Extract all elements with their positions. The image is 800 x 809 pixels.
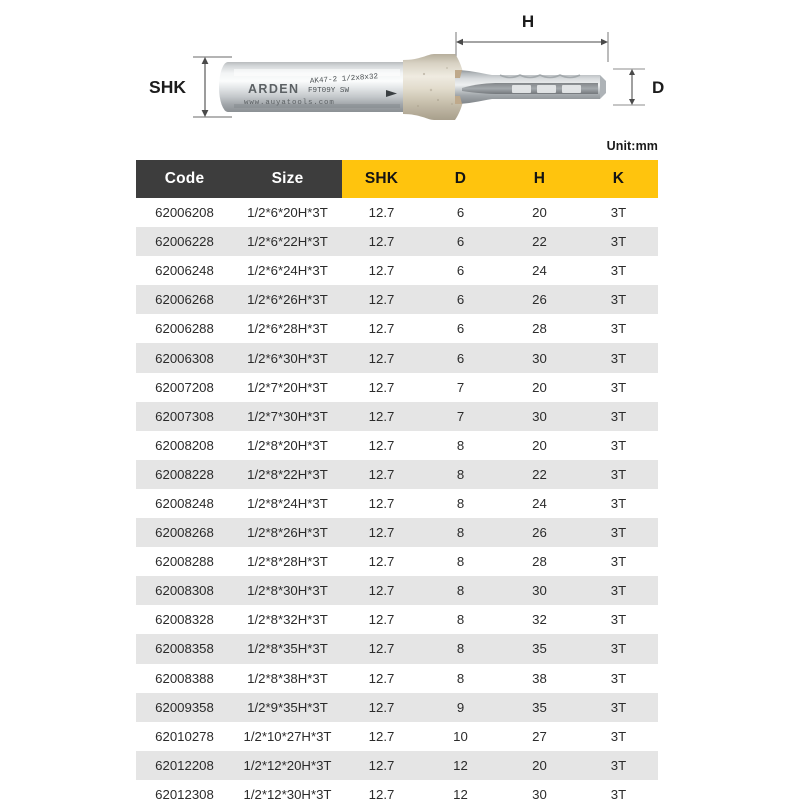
table-row (136, 518, 658, 547)
cell-k: 3T (610, 699, 627, 715)
cell-h: 20 (532, 757, 547, 773)
table-header (136, 160, 658, 198)
table-row (136, 431, 658, 460)
cell-size: 1/2*8*28H*3T (247, 554, 328, 570)
h-dimension (456, 32, 608, 62)
cell-k: 3T (610, 205, 627, 221)
cell-h: 38 (532, 670, 547, 686)
table-row (136, 722, 658, 751)
cell-h: 28 (532, 321, 547, 337)
cell-code: 62008388 (155, 670, 214, 686)
cell-h: 22 (532, 234, 547, 250)
cell-d: 8 (456, 670, 465, 686)
cell-code: 62006268 (155, 292, 214, 308)
cell-size: 1/2*6*22H*3T (247, 234, 328, 250)
cell-code: 62006228 (155, 234, 214, 250)
cell-k: 3T (610, 612, 627, 628)
table-row (136, 460, 658, 489)
column-header-code: Code (136, 160, 233, 198)
table-row (136, 373, 658, 402)
cell-size: 1/2*8*35H*3T (247, 641, 328, 657)
cell-code: 62006248 (155, 263, 214, 279)
cell-code: 62008208 (155, 437, 214, 453)
cell-size: 1/2*6*28H*3T (247, 321, 328, 337)
cell-code: 62009358 (155, 699, 214, 715)
cell-k: 3T (610, 321, 627, 337)
d-dimension (613, 69, 645, 105)
column-header-shk: SHK (342, 160, 421, 198)
cell-size: 1/2*8*20H*3T (247, 437, 328, 453)
cell-k: 3T (610, 350, 627, 366)
cell-size: 1/2*8*30H*3T (247, 583, 328, 599)
cell-k: 3T (610, 670, 627, 686)
cell-h: 28 (532, 554, 547, 570)
cell-k: 3T (610, 234, 627, 250)
cell-size: 1/2*8*24H*3T (247, 495, 328, 511)
cell-d: 8 (456, 554, 465, 570)
table-row (136, 576, 658, 605)
cell-code: 62006208 (155, 205, 214, 221)
cell-h: 30 (532, 583, 547, 599)
table-row (136, 343, 658, 372)
cell-k: 3T (610, 466, 627, 482)
table-row (136, 285, 658, 314)
cell-k: 3T (610, 786, 627, 802)
cell-size: 1/2*8*32H*3T (247, 612, 328, 628)
cell-d: 6 (456, 234, 465, 250)
cell-code: 62008228 (155, 466, 214, 482)
cell-d: 8 (456, 583, 465, 599)
cell-d: 10 (453, 728, 468, 744)
cell-h: 35 (532, 699, 547, 715)
table-row (136, 227, 658, 256)
cell-code: 62010278 (155, 728, 214, 744)
engraving-model: AK47-2 1/2x8x32 (309, 73, 379, 86)
cell-h: 22 (532, 466, 547, 482)
cell-size: 1/2*12*20H*3T (243, 757, 332, 773)
cell-size: 1/2*12*30H*3T (243, 786, 332, 802)
cell-size: 1/2*6*26H*3T (247, 292, 328, 308)
cell-d: 9 (456, 699, 465, 715)
cell-d: 8 (456, 495, 465, 511)
table-body (136, 198, 658, 809)
cell-code: 62006308 (155, 350, 214, 366)
column-header-d: D (421, 160, 500, 198)
table-row (136, 634, 658, 663)
h-label: H (521, 12, 535, 31)
cell-h: 26 (532, 525, 547, 541)
cell-shk: 12.7 (368, 321, 395, 337)
cell-shk: 12.7 (368, 292, 395, 308)
table-row (136, 314, 658, 343)
cell-h: 26 (532, 292, 547, 308)
table-row (136, 780, 658, 809)
table-row (136, 402, 658, 431)
table-row (136, 664, 658, 693)
cell-code: 62007208 (155, 379, 214, 395)
cell-d: 6 (456, 292, 465, 308)
cell-shk: 12.7 (368, 437, 395, 453)
cell-k: 3T (610, 379, 627, 395)
table-row (136, 256, 658, 285)
cell-code: 62008288 (155, 554, 214, 570)
cell-k: 3T (610, 495, 627, 511)
column-header-size: Size (233, 160, 342, 198)
cell-shk: 12.7 (368, 583, 395, 599)
cell-size: 1/2*8*22H*3T (247, 466, 328, 482)
cell-shk: 12.7 (368, 205, 395, 221)
cell-code: 62006288 (155, 321, 214, 337)
cell-d: 8 (456, 525, 465, 541)
cell-d: 12 (453, 757, 468, 773)
cell-h: 27 (532, 728, 547, 744)
cell-k: 3T (610, 408, 627, 424)
cell-h: 35 (532, 641, 547, 657)
column-header-h: H (500, 160, 579, 198)
cell-size: 1/2*9*35H*3T (247, 699, 328, 715)
cell-code: 62008268 (155, 525, 214, 541)
cell-d: 8 (456, 466, 465, 482)
cell-code: 62012208 (155, 757, 214, 773)
cell-k: 3T (610, 641, 627, 657)
cell-d: 6 (456, 263, 465, 279)
table-row (136, 605, 658, 634)
cell-k: 3T (610, 757, 627, 773)
d-label: D (652, 78, 665, 97)
table-row (136, 198, 658, 227)
cell-shk: 12.7 (368, 495, 395, 511)
cell-d: 8 (456, 612, 465, 628)
cell-code: 62008308 (155, 583, 214, 599)
cell-shk: 12.7 (368, 234, 395, 250)
cell-shk: 12.7 (368, 525, 395, 541)
product-diagram (0, 0, 800, 140)
cell-size: 1/2*7*20H*3T (247, 379, 328, 395)
cell-k: 3T (610, 292, 627, 308)
cell-size: 1/2*6*30H*3T (247, 350, 328, 366)
cell-h: 24 (532, 263, 547, 279)
cell-shk: 12.7 (368, 350, 395, 366)
cell-d: 7 (456, 379, 465, 395)
cell-shk: 12.7 (368, 554, 395, 570)
cell-d: 6 (456, 205, 465, 221)
header-row (136, 160, 658, 198)
table-row (136, 547, 658, 576)
cell-d: 6 (456, 350, 465, 366)
cell-h: 20 (532, 437, 547, 453)
cell-k: 3T (610, 263, 627, 279)
table-row (136, 489, 658, 518)
cell-shk: 12.7 (368, 263, 395, 279)
cell-h: 20 (532, 379, 547, 395)
cell-h: 32 (532, 612, 547, 628)
cell-h: 20 (532, 205, 547, 221)
cell-code: 62008358 (155, 641, 214, 657)
engraving-brand: ARDEN (248, 82, 300, 96)
unit-note: Unit:mm (606, 139, 658, 153)
cell-shk: 12.7 (368, 728, 395, 744)
cell-d: 7 (456, 408, 465, 424)
cell-h: 30 (532, 350, 547, 366)
cell-size: 1/2*8*26H*3T (247, 525, 328, 541)
cell-d: 8 (456, 437, 465, 453)
shk-label: SHK (149, 77, 186, 97)
cell-h: 30 (532, 408, 547, 424)
cell-h: 24 (532, 495, 547, 511)
cell-shk: 12.7 (368, 670, 395, 686)
cell-k: 3T (610, 437, 627, 453)
cell-shk: 12.7 (368, 757, 395, 773)
cell-k: 3T (610, 728, 627, 744)
cell-size: 1/2*6*20H*3T (247, 205, 328, 221)
cell-k: 3T (610, 525, 627, 541)
cell-shk: 12.7 (368, 699, 395, 715)
cell-code: 62007308 (155, 408, 214, 424)
cell-k: 3T (610, 554, 627, 570)
cell-code: 62012308 (155, 786, 214, 802)
cell-shk: 12.7 (368, 466, 395, 482)
engraving-batch: F9T09Y SW (308, 87, 350, 95)
column-header-k: K (579, 160, 658, 198)
cell-d: 8 (456, 641, 465, 657)
cell-size: 1/2*6*24H*3T (247, 263, 328, 279)
cell-k: 3T (610, 583, 627, 599)
cell-size: 1/2*7*30H*3T (247, 408, 328, 424)
cell-shk: 12.7 (368, 408, 395, 424)
table-row (136, 693, 658, 722)
cell-h: 30 (532, 786, 547, 802)
cell-shk: 12.7 (368, 379, 395, 395)
cell-d: 12 (453, 786, 468, 802)
engraving-website: www.auyatools.com (244, 99, 335, 107)
cell-code: 62008328 (155, 612, 214, 628)
cell-d: 6 (456, 321, 465, 337)
cell-shk: 12.7 (368, 786, 395, 802)
cell-size: 1/2*8*38H*3T (247, 670, 328, 686)
cell-size: 1/2*10*27H*3T (243, 728, 332, 744)
cell-shk: 12.7 (368, 641, 395, 657)
cell-shk: 12.7 (368, 612, 395, 628)
cell-code: 62008248 (155, 495, 214, 511)
specification-table (136, 160, 658, 809)
table-row (136, 751, 658, 780)
